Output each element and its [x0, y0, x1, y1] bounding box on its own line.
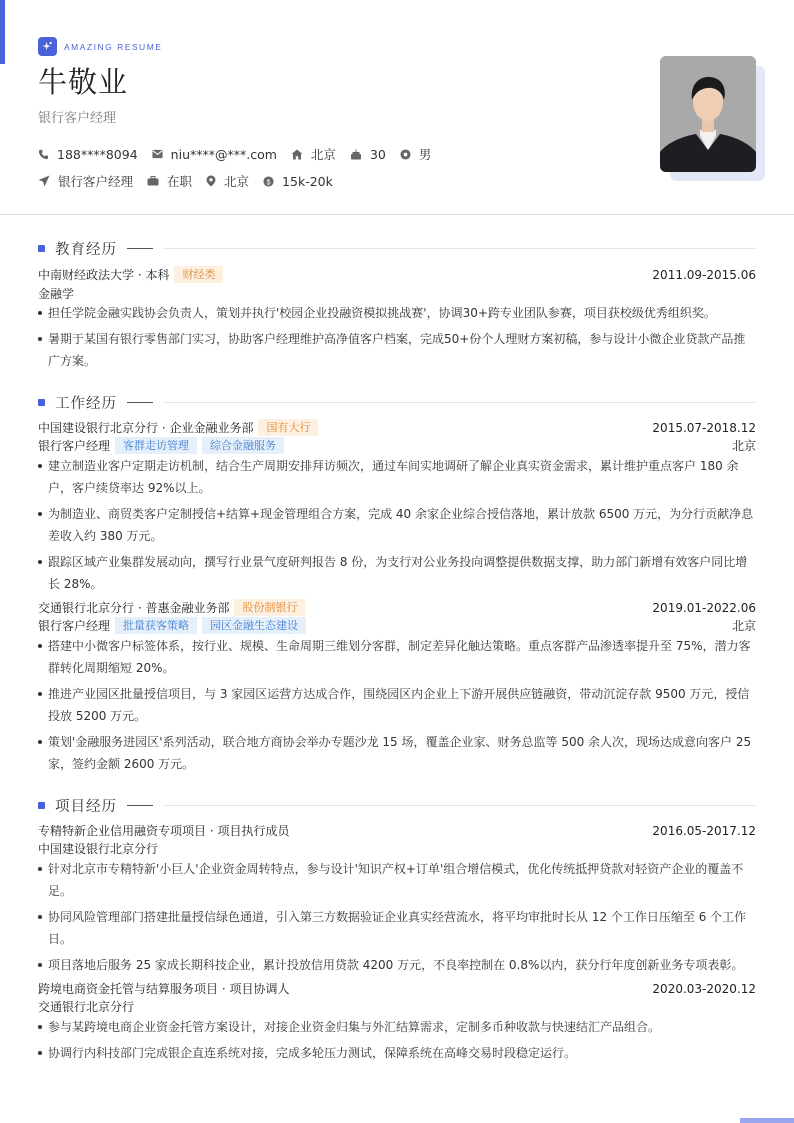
section-bullet — [38, 399, 45, 406]
project-org: 中国建设银行北京分行 — [38, 842, 159, 856]
intent-city-item — [206, 172, 249, 190]
section-heading: 教育经历 — [55, 242, 117, 258]
company-tag: 股份制银行 — [234, 599, 305, 616]
skill-tag: 批量获客策略 — [115, 617, 197, 634]
intent-title-item — [38, 172, 133, 190]
work-bullet: 为制造业、商贸类客户定制授信+结算+现金管理组合方案，完成 40 余家企业综合授信落地，累计放款 6500 万元，为分行贡献净息差收入约 380 万元。 — [38, 503, 756, 547]
contact-row — [38, 145, 445, 163]
project-bullet: 协同风险管理部门搭建批量授信绿色通道，引入第三方数据验证企业真实经营流水，将平均审批时长从 12 个工作日压缩至 6 个工作日。 — [38, 906, 756, 950]
intent-title-value: 银行客户经理 — [58, 174, 134, 189]
school-tag: 财经类 — [174, 266, 223, 283]
role: 银行客户经理 — [38, 439, 111, 453]
cake-icon — [350, 149, 362, 160]
send-icon — [38, 175, 50, 187]
status-item — [147, 172, 192, 190]
project-entry-header — [38, 822, 756, 839]
role: 银行客户经理 — [38, 619, 111, 633]
location-item — [291, 145, 336, 163]
phone-value: 188****8094 — [57, 146, 138, 162]
education-major-row — [38, 285, 756, 302]
project-org-row — [38, 998, 756, 1015]
phone-item — [38, 147, 138, 162]
age-value: 30 — [369, 146, 386, 162]
work-city: 北京 — [731, 619, 756, 633]
project-date: 2020.03-2020.12 — [652, 981, 756, 996]
project-date: 2016.05-2017.12 — [652, 823, 756, 838]
project-org: 交通银行北京分行 — [38, 1000, 135, 1014]
gender-item — [400, 145, 432, 163]
work-bullet: 推进产业园区批量授信项目，与 3 家园区运营方达成合作，围绕园区内企业上下游开展供应链融资，带动沉淀存款 9500 万元，授信投放 5200 万元。 — [38, 683, 756, 727]
heading-rule — [163, 805, 756, 806]
dollar-icon — [263, 176, 274, 187]
bottom-accent-bar — [740, 1118, 794, 1123]
mail-icon — [152, 149, 163, 159]
candidate-title: 银行客户经理 — [38, 111, 117, 126]
intent-city-value: 北京 — [224, 174, 250, 189]
project-org-row — [38, 840, 756, 857]
brand-text: AMAZING RESUME — [64, 41, 163, 52]
skill-tag: 综合金融服务 — [202, 437, 284, 454]
project-bullet: 协调行内科技部门完成银企直连系统对接，完成多轮压力测试，保障系统在高峰交易时段稳定运行。 — [38, 1042, 756, 1064]
candidate-name: 牛敬业 — [38, 65, 129, 99]
brand — [38, 37, 162, 56]
map-pin-icon — [206, 175, 216, 187]
company-name: 交通银行北京分行 · 普惠金融业务部 — [38, 601, 230, 615]
work-date: 2019.01-2022.06 — [652, 600, 756, 615]
heading-rule — [163, 248, 756, 249]
heading-dash — [127, 248, 153, 249]
home-icon — [291, 149, 303, 160]
heading-dash — [127, 805, 153, 806]
work-role-row — [38, 617, 756, 634]
age-item — [350, 147, 386, 162]
section-bullet — [38, 802, 45, 809]
work-bullet: 搭建中小微客户标签体系，按行业、规模、生命周期三维划分客群，制定差异化触达策略。重点客群产品渗透率提升至 75%，潜力客群转化周期缩短 20%。 — [38, 635, 756, 679]
work-role-row — [38, 437, 756, 454]
company-tag: 国有大行 — [258, 419, 318, 436]
education-bullet: 暑期于某国有银行零售部门实习，协助客户经理维护高净值客户档案，完成50+份个人理财方案初稿，参与设计小微企业贷款产品推广方案。 — [38, 328, 756, 372]
project-bullet: 针对北京市专精特新'小巨人'企业资金周转特点，参与设计'知识产权+订单'组合增信模式，优化传统抵押贷款对轻资产企业的覆盖不足。 — [38, 858, 756, 902]
section-heading: 工作经历 — [55, 396, 117, 412]
work-city: 北京 — [731, 439, 756, 453]
work-date: 2015.07-2018.12 — [652, 420, 756, 435]
education-bullet: 担任学院金融实践协会负责人，策划并执行'校园企业投融资模拟挑战赛'，协调30+跨专业团队参赛，项目获校级优秀组织奖。 — [38, 302, 756, 324]
project-section-title — [38, 795, 756, 816]
intent-row — [38, 172, 347, 190]
skill-tag: 客群走访管理 — [115, 437, 197, 454]
salary-item — [263, 174, 333, 189]
project-name: 专精特新企业信用融资专项项目 · 项目执行成员 — [38, 824, 290, 838]
education-date: 2011.09-2015.06 — [652, 267, 756, 282]
skill-tag: 园区金融生态建设 — [202, 617, 306, 634]
project-bullet: 参与某跨境电商企业资金托管方案设计，对接企业资金归集与外汇结算需求，定制多币种收款与快速结汇产品组合。 — [38, 1016, 756, 1038]
sparkle-icon — [38, 37, 57, 56]
company-name: 中国建设银行北京分行 · 企业金融业务部 — [38, 421, 254, 435]
profile-photo — [660, 56, 756, 172]
email-item — [152, 147, 277, 162]
svg-text:$: $ — [266, 176, 271, 186]
project-entry-header — [38, 980, 756, 997]
education-section-title — [38, 238, 756, 259]
section-bullet — [38, 245, 45, 252]
work-bullet: 策划'金融服务进园区'系列活动，联合地方商协会举办专题沙龙 15 场，覆盖企业家、财务总监等 500 余人次，现场达成意向客户 25 家，签约金额 2600 万元。 — [38, 731, 756, 775]
status-value: 在职 — [167, 174, 193, 189]
school-name: 中南财经政法大学 · 本科 — [38, 268, 170, 282]
location-value: 北京 — [310, 147, 336, 162]
salary-value: 15k-20k — [282, 173, 333, 189]
work-bullet: 跟踪区域产业集群发展动向，撰写行业景气度研判报告 8 份，为支行对公业务投向调整提供数据支撑，助力部门新增有效客户同比增长 28%。 — [38, 551, 756, 595]
resume-header — [0, 0, 794, 215]
gender-icon — [400, 149, 411, 160]
work-entry-header — [38, 599, 756, 616]
gender-value: 男 — [418, 147, 432, 162]
project-bullet: 项目落地后服务 25 家成长期科技企业，累计投放信用贷款 4200 万元，不良率控制在 0.8%以内，获分行年度创新业务专项表彰。 — [38, 954, 756, 976]
section-heading: 项目经历 — [55, 799, 117, 815]
education-entry-header — [38, 266, 756, 283]
briefcase-icon — [147, 176, 159, 186]
phone-icon — [38, 149, 49, 160]
work-section-title — [38, 392, 756, 413]
major: 金融学 — [38, 287, 75, 301]
email-value: niu****@***.com — [170, 146, 277, 162]
work-entry-header — [38, 419, 756, 436]
work-bullet: 建立制造业客户定期走访机制，结合生产周期安排拜访频次，通过车间实地调研了解企业真实资金需求，累计维护重点客户 180 余户，客户续贷率达 92%以上。 — [38, 455, 756, 499]
project-name: 跨境电商资金托管与结算服务项目 · 项目协调人 — [38, 982, 290, 996]
heading-rule — [163, 402, 756, 403]
heading-dash — [127, 402, 153, 403]
